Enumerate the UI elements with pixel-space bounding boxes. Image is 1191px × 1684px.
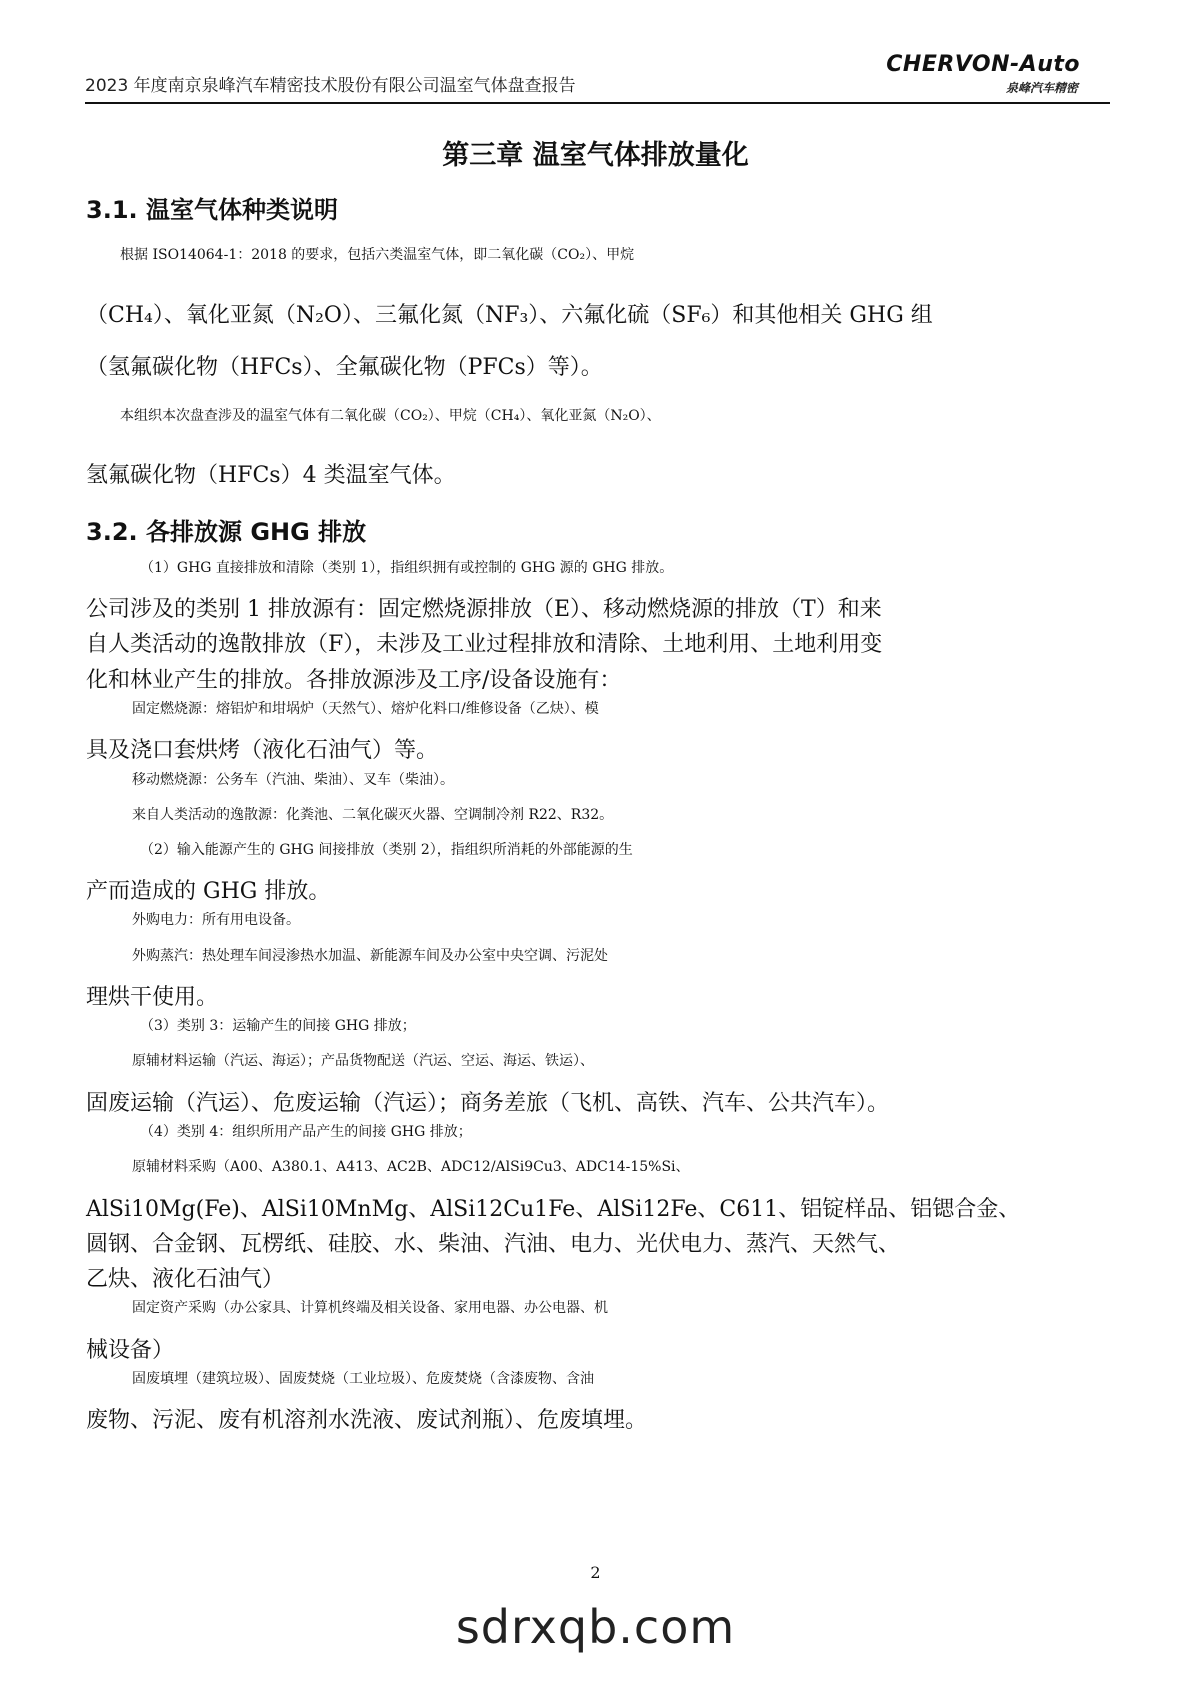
paragraph-line: 氢氟碳化物（HFCs）4 类温室气体。 [86,463,456,488]
paragraph-line: 原辅材料采购（A00、A380.1、A413、AC2B、ADC12/AlSi9Cu3、ADC14-15%Si、 [132,1159,690,1175]
section-heading-3-2: 3.2. 各排放源 GHG 排放 [86,518,367,546]
paragraph-line: AlSi10Mg(Fe)、AlSi10MnMg、AlSi12Cu1Fe、AlSi12Fe、C611、铝锭样品、铝锶合金、 [86,1197,1021,1222]
paragraph-line: （4）类别 4：组织所用产品产生的间接 GHG 排放； [140,1124,472,1140]
chapter-title: 第三章 温室气体排放量化 [442,140,749,171]
paragraph-line: （2）输入能源产生的 GHG 间接排放（类别 2），指组织所消耗的外部能源的生 [140,842,633,858]
paragraph-line: 外购蒸汽：热处理车间浸渗热水加温、新能源车间及办公室中央空调、污泥处 [132,948,608,964]
paragraph-line: 理烘干使用。 [86,985,219,1010]
paragraph-line: 固定资产采购（办公家具、计算机终端及相关设备、家用电器、办公电器、机 [132,1300,608,1316]
paragraph-line: 废物、污泥、废有机溶剂水洗液、废试剂瓶）、危废填埋。 [86,1408,648,1433]
paragraph-line: 移动燃烧源：公务车（汽油、柴油）、叉车（柴油）。 [132,772,454,788]
paragraph-line: （CH₄）、氧化亚氮（N₂O）、三氟化氮（NF₃）、六氟化硫（SF₆）和其他相关 GHG 组 [86,303,933,328]
logo-wordmark: CHERVON-Auto [886,52,1080,77]
paragraph-line: 圆钢、合金钢、瓦楞纸、硅胶、水、柴油、汽油、电力、光伏电力、蒸汽、天然气、 [86,1232,901,1257]
logo-chinese-name: 泉峰汽车精密 [1005,81,1078,95]
paragraph-line: 外购电力：所有用电设备。 [132,912,300,928]
paragraph-line: 产而造成的 GHG 排放。 [86,879,331,904]
paragraph-line: 根据 ISO14064-1：2018 的要求，包括六类温室气体，即二氧化碳（CO₂）、甲烷 [120,247,635,263]
paragraph-line: 固废填埋（建筑垃圾）、固废焚烧（工业垃圾）、危废焚烧（含漆废物、含油 [132,1371,594,1387]
paragraph-line: 本组织本次盘查涉及的温室气体有二氧化碳（CO₂）、甲烷（CH₄）、氧化亚氮（N₂O）、 [120,408,661,424]
paragraph-line: 乙炔、液化石油气） [86,1267,285,1292]
page-header [85,50,1110,104]
paragraph-line: 自人类活动的逸散排放（F），未涉及工业过程排放和清除、土地利用、土地利用变 [86,632,883,657]
paragraph-line: （1）GHG 直接排放和清除（类别 1），指组织拥有或控制的 GHG 源的 GHG 排放。 [140,560,674,576]
paragraph-line: 来自人类活动的逸散源：化粪池、二氧化碳灭火器、空调制冷剂 R22、R32。 [132,807,614,823]
header-divider [85,102,1110,104]
section-heading-3-1: 3.1. 温室气体种类说明 [86,196,338,224]
page-number: 2 [590,1563,601,1582]
paragraph-line: （氢氟碳化物（HFCs）、全氟碳化物（PFCs）等）。 [86,355,603,380]
paragraph-line: 化和林业产生的排放。各排放源涉及工序/设备设施有： [86,668,622,693]
paragraph-line: 械设备） [86,1338,175,1363]
paragraph-line: 固废运输（汽运）、危废运输（汽运）；商务差旅（飞机、高铁、汽车、公共汽车）。 [86,1091,890,1116]
header-title: 2023 年度南京泉峰汽车精密技术股份有限公司温室气体盘查报告 [85,76,576,96]
company-logo [886,52,1080,98]
paragraph-line: 公司涉及的类别 1 排放源有：固定燃烧源排放（E）、移动燃烧源的排放（T）和来 [86,597,882,622]
paragraph-line: 固定燃烧源：熔铝炉和坩埚炉（天然气）、熔炉化料口/维修设备（乙炔）、模 [132,701,599,717]
paragraph-line: 具及浇口套烘烤（液化石油气）等。 [86,738,439,763]
site-watermark: sdrxqb.com [455,1600,736,1654]
paragraph-line: 原辅材料运输（汽运、海运）；产品货物配送（汽运、空运、海运、铁运）、 [132,1053,594,1069]
paragraph-line: （3）类别 3：运输产生的间接 GHG 排放； [140,1018,416,1034]
